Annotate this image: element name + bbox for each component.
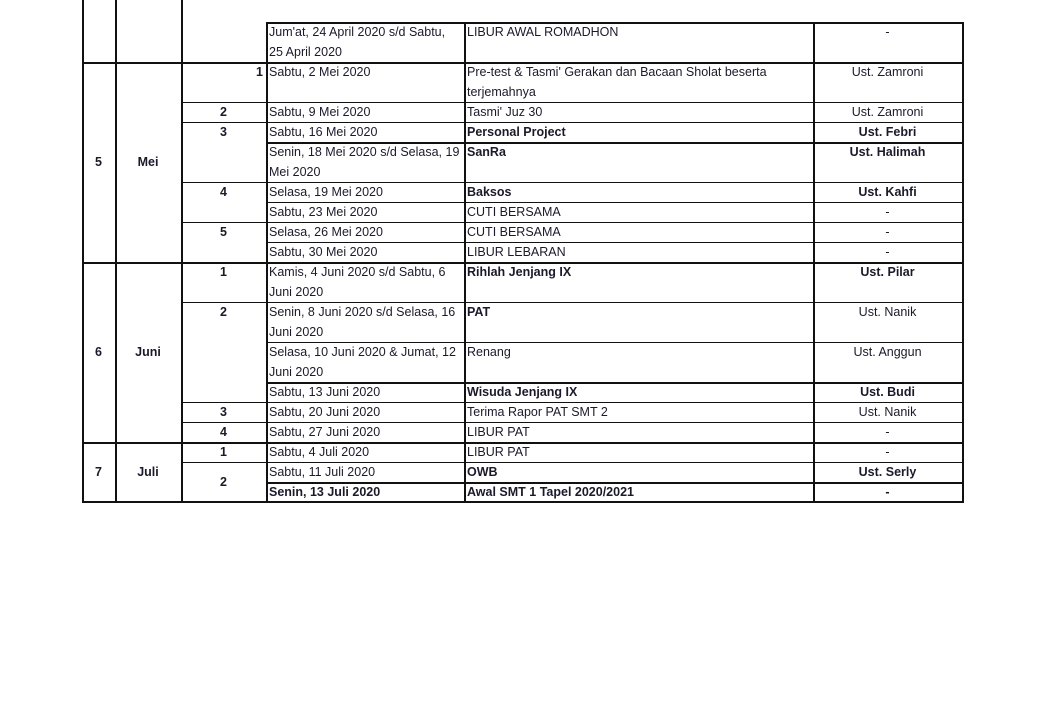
month-name-cell: Juni	[135, 345, 161, 359]
pic-cell: -	[885, 225, 890, 239]
activity-cell: SanRa	[467, 145, 506, 159]
week-number-cell: 3	[220, 405, 227, 419]
grid-line-vertical	[813, 22, 815, 502]
date-cell: Sabtu, 13 Juni 2020	[269, 385, 381, 399]
pic-cell: Ust. Serly	[858, 465, 917, 479]
grid-line-vertical	[464, 22, 466, 502]
pic-cell: -	[885, 25, 890, 39]
date-cell: Sabtu, 27 Juni 2020	[269, 425, 381, 439]
pic-cell: -	[885, 445, 890, 459]
grid-line-vertical	[115, 0, 117, 502]
date-cell: Sabtu, 30 Mei 2020	[269, 245, 378, 259]
activity-cell: Renang	[467, 345, 511, 359]
grid-line-vertical	[962, 22, 964, 502]
date-cell: Sabtu, 2 Mei 2020	[269, 65, 371, 79]
pic-cell: Ust. Anggun	[853, 345, 922, 359]
date-cell: Sabtu, 16 Mei 2020	[269, 125, 378, 139]
activity-cell: LIBUR LEBARAN	[467, 245, 566, 259]
activity-cell: PAT	[467, 305, 491, 319]
activity-cell: Wisuda Jenjang IX	[467, 385, 578, 399]
date-cell: Sabtu, 20 Juni 2020	[269, 405, 381, 419]
activity-cell: Baksos	[467, 185, 512, 199]
date-cell: Sabtu, 4 Juli 2020	[269, 445, 370, 459]
month-number-cell: 6	[95, 345, 102, 359]
month-name-cell: Juli	[137, 465, 159, 479]
week-number-cell: 4	[220, 185, 227, 199]
week-number-cell: 5	[220, 225, 227, 239]
date-cell: Sabtu, 11 Juli 2020	[269, 465, 376, 479]
activity-cell: Rihlah Jenjang IX	[467, 265, 572, 279]
pic-cell: Ust. Kahfi	[858, 185, 917, 199]
pic-cell: Ust. Halimah	[849, 145, 926, 159]
grid-line-vertical	[266, 22, 268, 502]
date-cell: Jum'at, 24 April 2020 s/d Sabtu, 25 April 2020	[269, 25, 446, 59]
pic-cell: Ust. Nanik	[858, 305, 917, 319]
pic-cell: -	[885, 485, 890, 499]
week-number-cell: 3	[220, 125, 227, 139]
week-number-cell: 2	[220, 475, 227, 489]
month-number-cell: 7	[95, 465, 102, 479]
month-number-cell: 5	[95, 155, 102, 169]
date-cell: Senin, 18 Mei 2020 s/d Selasa, 19 Mei 2020	[269, 145, 460, 179]
pic-cell: Ust. Zamroni	[851, 105, 924, 119]
pic-cell: -	[885, 205, 890, 219]
activity-cell: LIBUR PAT	[467, 425, 530, 439]
pic-cell: Ust. Febri	[858, 125, 917, 139]
pic-cell: Ust. Nanik	[858, 405, 917, 419]
pic-cell: -	[885, 245, 890, 259]
activity-cell: CUTI BERSAMA	[467, 225, 561, 239]
month-name-cell: Mei	[137, 155, 159, 169]
date-cell: Sabtu, 9 Mei 2020	[269, 105, 371, 119]
pic-cell: -	[885, 425, 890, 439]
schedule-table	[82, 22, 963, 502]
week-number-cell: 2	[220, 305, 227, 319]
activity-cell: LIBUR PAT	[467, 445, 530, 459]
activity-cell: Tasmi' Juz 30	[467, 105, 543, 119]
activity-cell: Personal Project	[467, 125, 566, 139]
pic-cell: Ust. Budi	[860, 385, 915, 399]
date-cell: Selasa, 26 Mei 2020	[269, 225, 383, 239]
week-number-cell: 1	[220, 445, 227, 459]
activity-cell: Terima Rapor PAT SMT 2	[467, 405, 608, 419]
pic-cell: Ust. Zamroni	[851, 65, 924, 79]
week-number-cell: 1	[220, 265, 227, 279]
week-number-cell: 1	[256, 65, 263, 79]
week-number-cell: 4	[220, 425, 227, 439]
week-number-cell: 2	[220, 105, 227, 119]
date-cell: Selasa, 10 Juni 2020 & Jumat, 12 Juni 2020	[269, 345, 456, 379]
grid-line-vertical	[181, 0, 183, 502]
grid-line-horizontal	[82, 501, 964, 503]
activity-cell: OWB	[467, 465, 498, 479]
date-cell: Sabtu, 23 Mei 2020	[269, 205, 378, 219]
activity-cell: LIBUR AWAL ROMADHON	[467, 25, 619, 39]
date-cell: Senin, 13 Juli 2020	[269, 485, 381, 499]
grid-line-horizontal	[266, 22, 962, 24]
activity-cell: Pre-test & Tasmi' Gerakan dan Bacaan Sholat beserta terjemahnya	[467, 65, 767, 99]
pic-cell: Ust. Pilar	[860, 265, 915, 279]
activity-cell: CUTI BERSAMA	[467, 205, 561, 219]
date-cell: Kamis, 4 Juni 2020 s/d Sabtu, 6 Juni 2020	[269, 265, 446, 299]
date-cell: Senin, 8 Juni 2020 s/d Selasa, 16 Juni 2020	[269, 305, 456, 339]
date-cell: Selasa, 19 Mei 2020	[269, 185, 383, 199]
activity-cell: Awal SMT 1 Tapel 2020/2021	[467, 485, 634, 499]
grid-line-vertical	[82, 0, 84, 502]
